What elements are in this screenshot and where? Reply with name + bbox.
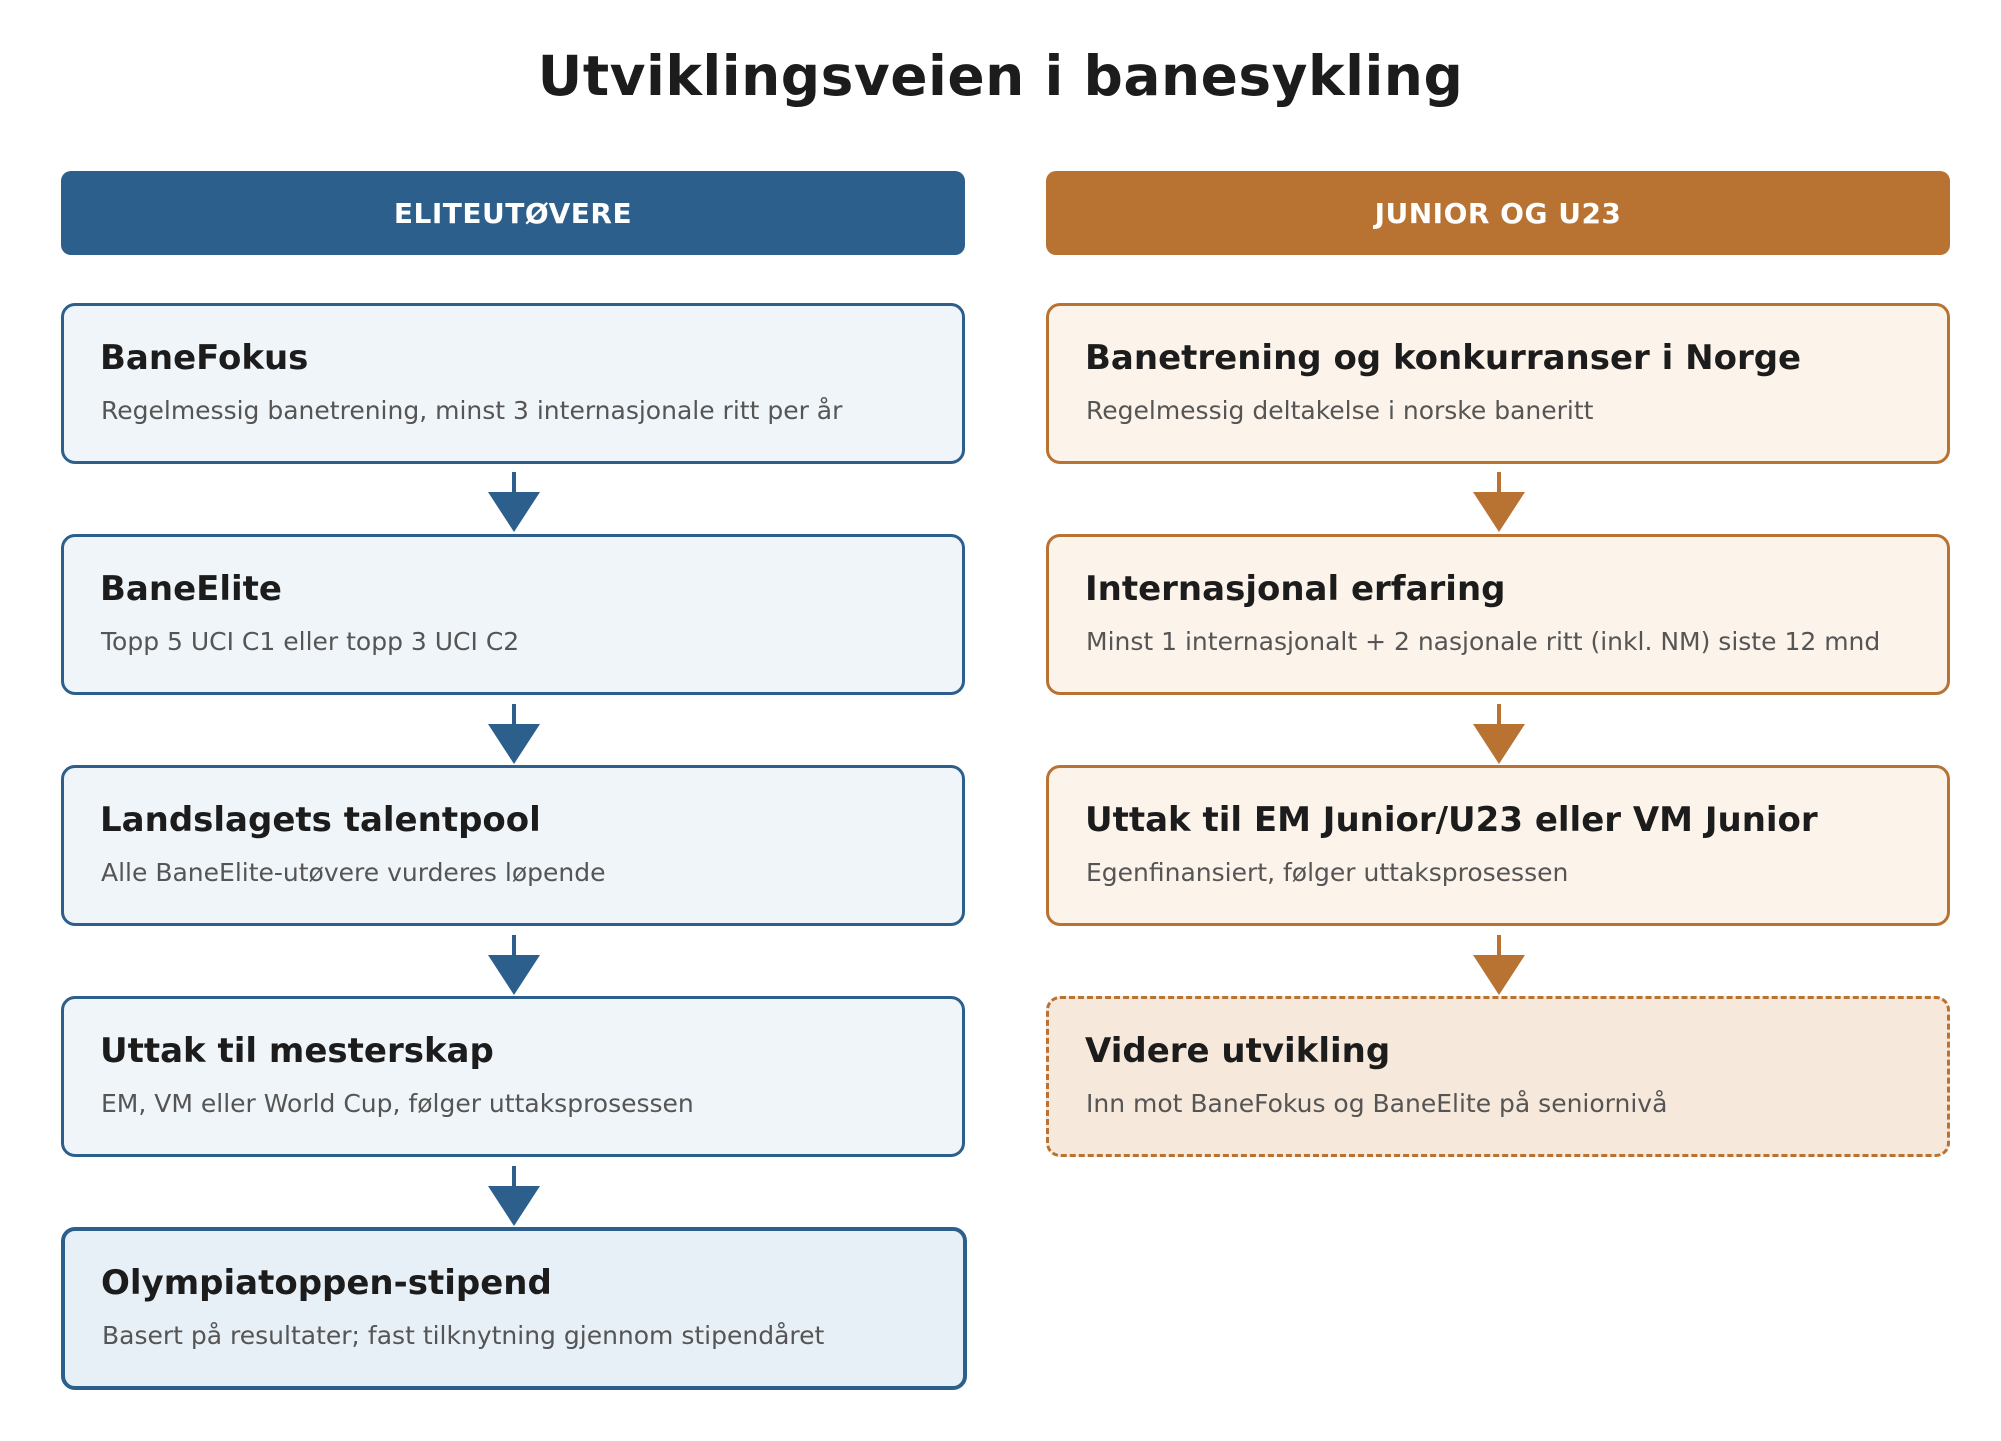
step-description: Basert på resultater; fast tilknytning gjennom stipendåret <box>102 1321 825 1350</box>
arrow-down-icon <box>488 472 540 532</box>
step-title: Banetrening og konkurranser i Norge <box>1085 338 1802 378</box>
elite-step-banefokus <box>61 303 965 464</box>
arrow-down-icon <box>1473 935 1525 995</box>
elite-step-talentpool <box>61 765 965 926</box>
step-description: Regelmessig deltakelse i norske baneritt <box>1086 396 1594 425</box>
step-title: Olympiatoppen-stipend <box>101 1263 552 1303</box>
step-title: BaneElite <box>100 569 282 609</box>
step-description: Alle BaneElite-utøvere vurderes løpende <box>101 858 606 887</box>
junior-step-videre <box>1046 996 1950 1157</box>
step-title: Videre utvikling <box>1085 1031 1391 1071</box>
junior-column-header: JUNIOR OG U23 <box>1046 171 1950 255</box>
step-description: Egenfinansiert, følger uttaksprosessen <box>1086 858 1569 887</box>
step-description: EM, VM eller World Cup, følger uttaksprosessen <box>101 1089 694 1118</box>
arrow-down-icon <box>488 704 540 764</box>
junior-step-internasjonal <box>1046 534 1950 695</box>
step-title: Uttak til EM Junior/U23 eller VM Junior <box>1085 800 1818 840</box>
junior-step-uttak <box>1046 765 1950 926</box>
elite-step-mesterskap <box>61 996 965 1157</box>
step-description: Minst 1 internasjonalt + 2 nasjonale ritt (inkl. NM) siste 12 mnd <box>1086 627 1881 656</box>
step-title: Internasjonal erfaring <box>1085 569 1506 609</box>
arrow-down-icon <box>1473 704 1525 764</box>
junior-step-norge <box>1046 303 1950 464</box>
step-description: Topp 5 UCI C1 eller topp 3 UCI C2 <box>101 627 520 656</box>
arrow-down-icon <box>488 1166 540 1226</box>
elite-step-stipend <box>61 1227 967 1390</box>
step-description: Regelmessig banetrening, minst 3 internasjonale ritt per år <box>101 396 843 425</box>
step-title: BaneFokus <box>100 338 309 378</box>
step-title: Uttak til mesterskap <box>100 1031 494 1071</box>
diagram-title: Utviklingsveien i banesykling <box>537 44 1464 108</box>
arrow-down-icon <box>488 935 540 995</box>
elite-column-header: ELITEUTØVERE <box>61 171 965 255</box>
arrow-down-icon <box>1473 472 1525 532</box>
step-description: Inn mot BaneFokus og BaneElite på seniornivå <box>1086 1089 1668 1118</box>
elite-step-baneelite <box>61 534 965 695</box>
step-title: Landslagets talentpool <box>100 800 541 840</box>
